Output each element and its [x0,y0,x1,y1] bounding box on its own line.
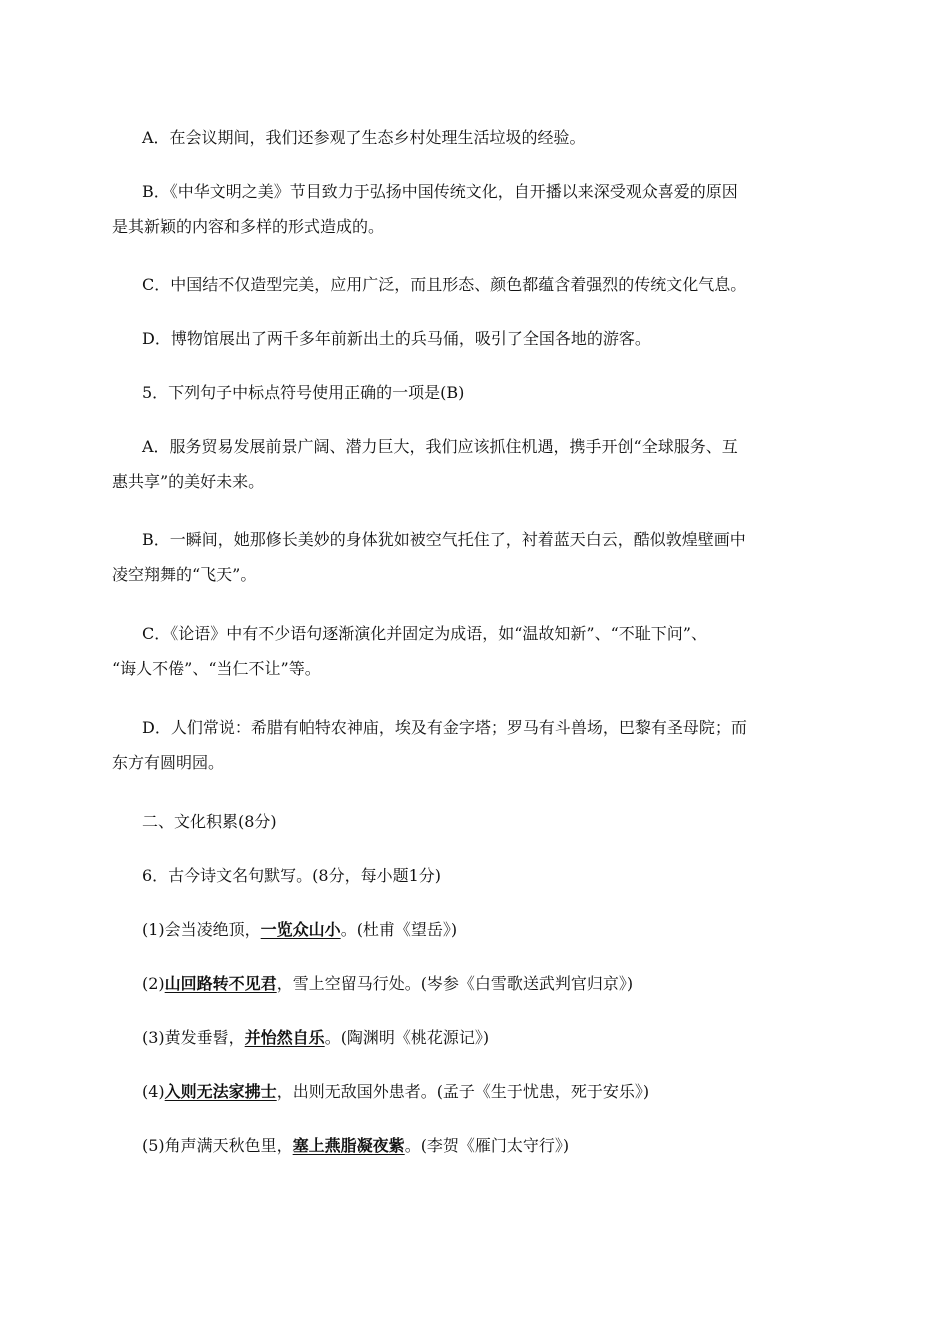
q6-stem: 6．古今诗文名句默写。(8分，每小题1分) [142,866,442,885]
q5-stem: 5．下列句子中标点符号使用正确的一项是(B) [142,383,465,402]
q5-option-d: D．人们常说：希腊有帕特农神庙，埃及有金字塔；罗马有斗兽场，巴黎有圣母院；而 东方有圆明园。 [112,718,747,772]
q4-option-c: C．中国结不仅造型完美，应用广泛，而且形态、颜色都蕴含着强烈的传统文化气息。 [142,275,747,294]
answer-text: 塞上燕脂凝夜紫 [292,1136,405,1155]
q6-item-1: (1)会当凌绝顶，一览众山小。(杜甫《望岳》) [142,920,458,939]
answer-text: 山回路转不见君 [164,974,277,993]
q4-option-b: B．《中华文明之美》节目致力于弘扬中国传统文化，自开播以来深受观众喜爱的原因 是其新颖的内容和多样的形式造成的。 [112,182,738,236]
q4-option-d: D．博物馆展出了两千多年前新出土的兵马俑，吸引了全国各地的游客。 [142,329,651,348]
q6-item-3: (3)黄发垂髫，并怡然自乐。(陶渊明《桃花源记》) [142,1028,490,1047]
q6-item-2: (2)山回路转不见君，雪上空留马行处。(岑参《白雪歌送武判官归京》) [142,974,634,993]
q5-option-b: B．一瞬间，她那修长美妙的身体犹如被空气托住了，衬着蓝天白云，酷似敦煌壁画中 凌空翔舞的“飞天”。 [112,530,746,584]
q4-option-a: A．在会议期间，我们还参观了生态乡村处理生活垃圾的经验。 [142,128,586,147]
q6-item-5: (5)角声满天秋色里，塞上燕脂凝夜紫。(李贺《雁门太守行》) [142,1136,570,1155]
q6-item-4: (4)入则无法家拂士，出则无敌国外患者。(孟子《生于忧患，死于安乐》) [142,1082,650,1101]
section-heading: 二、文化积累(8分) [142,812,277,831]
q5-option-a: A．服务贸易发展前景广阔、潜力巨大，我们应该抓住机遇，携手开创“全球服务、互 惠共享”的美好未来。 [112,437,738,491]
answer-text: 入则无法家拂士 [164,1082,277,1101]
q5-option-c: C．《论语》中有不少语句逐渐演化并固定为成语，如“温故知新”、“不耻下问”、 “诲人不倦”、“当仁不让”等。 [112,624,707,678]
answer-text: 一览众山小 [260,920,341,939]
answer-text: 并怡然自乐 [244,1028,325,1047]
